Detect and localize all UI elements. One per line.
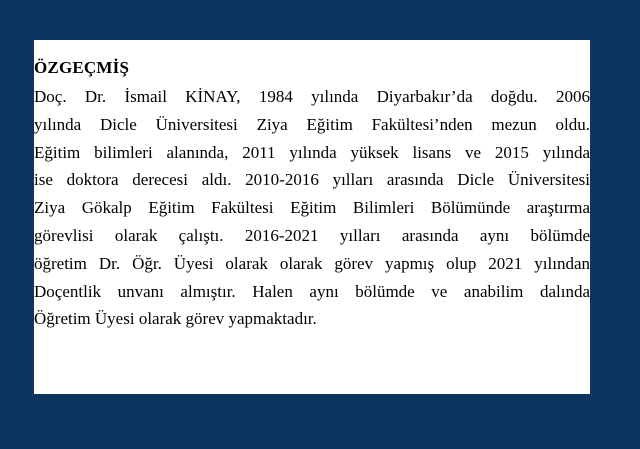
cv-line: Doç. Dr. İsmail KİNAY, 1984 yılında Diyarbakır’da doğdu. 2006: [34, 87, 590, 106]
cv-body: [34, 83, 590, 333]
cv-line: Doçentlik unvanı almıştır. Halen aynı bölümde ve anabilim dalında: [34, 281, 590, 301]
cv-card: [34, 40, 590, 394]
cv-line: öğretim Dr. Öğr. Üyesi olarak olarak görev yapmış olup 2021 yılından: [34, 253, 590, 273]
cv-line: Eğitim bilimleri alanında, 2011 yılında yüksek lisans ve 2015 yılında: [34, 142, 590, 162]
cv-line-last: Öğretim Üyesi olarak görev yapmaktadır.: [34, 309, 317, 329]
cv-line: Ziya Gökalp Eğitim Fakültesi Eğitim Bilimleri Bölümünde araştırma: [34, 198, 590, 218]
cv-line: görevlisi olarak çalıştı. 2016-2021 yılları arasında aynı bölümde: [34, 225, 590, 245]
cv-title: ÖZGEÇMİŞ: [34, 58, 130, 77]
cv-line: yılında Dicle Üniversitesi Ziya Eğitim Fakültesi’nden mezun oldu.: [34, 114, 590, 134]
cv-line: ise doktora derecesi aldı. 2010-2016 yılları arasında Dicle Üniversitesi: [34, 170, 590, 190]
